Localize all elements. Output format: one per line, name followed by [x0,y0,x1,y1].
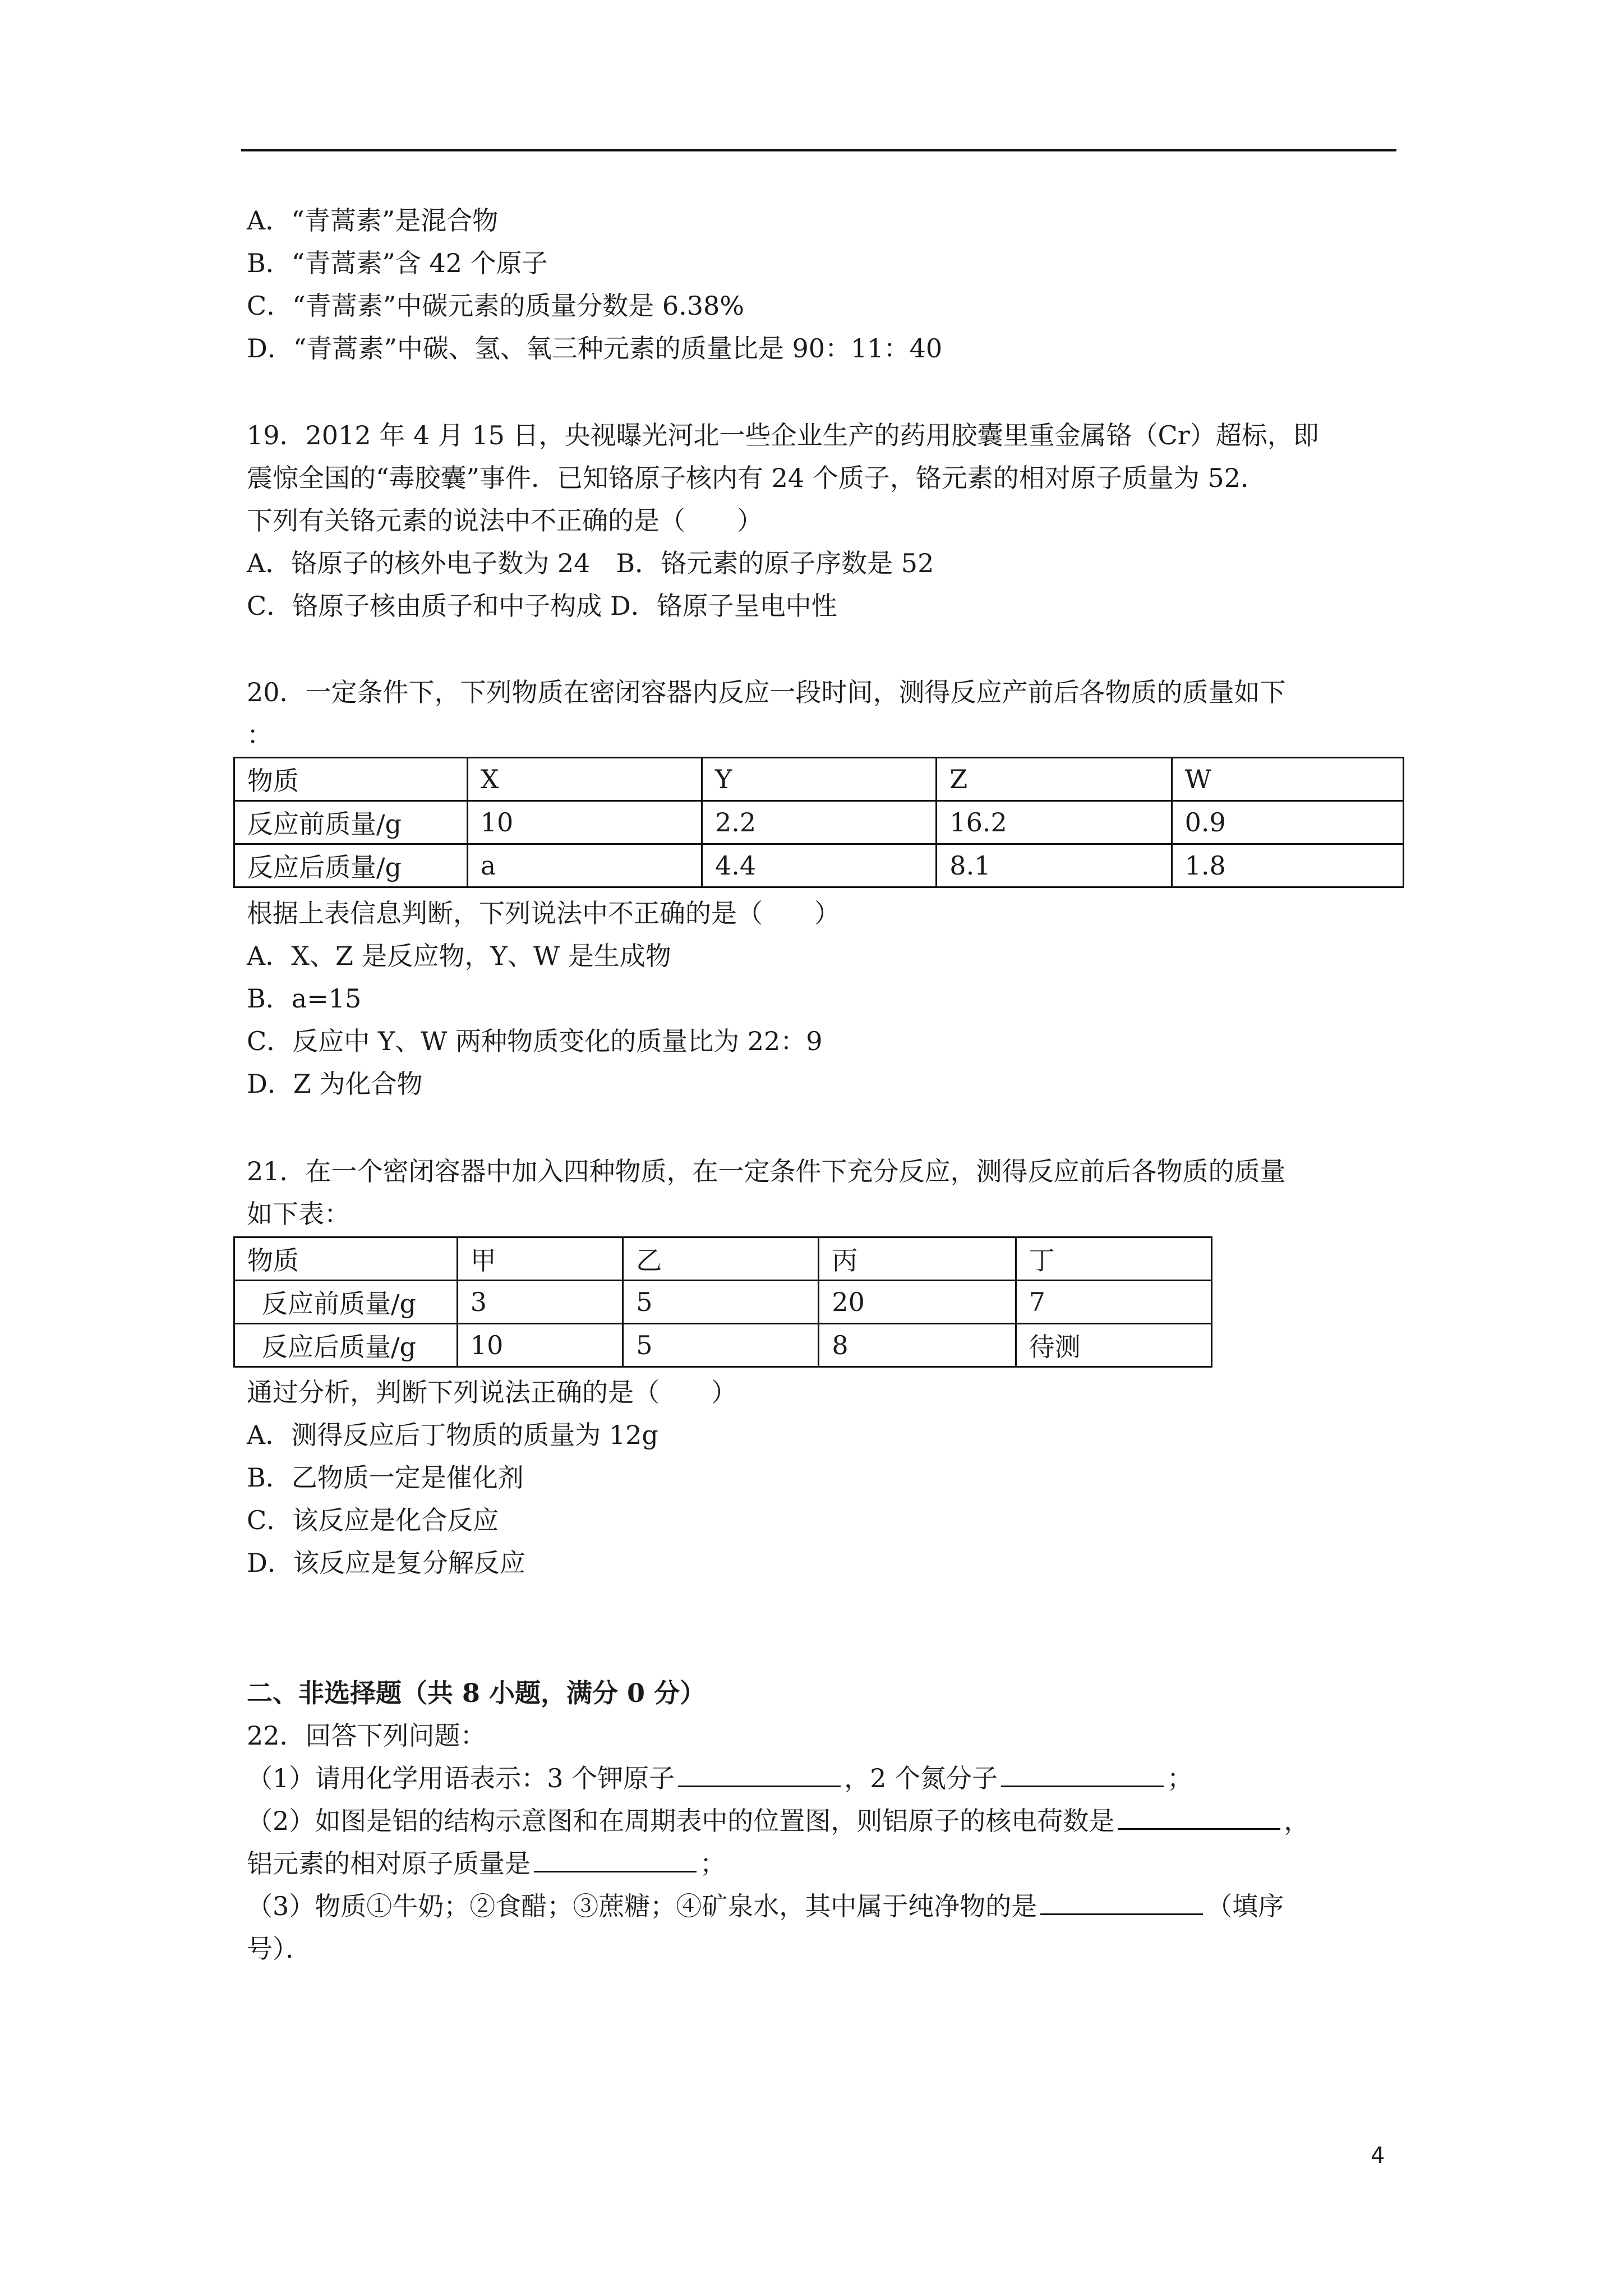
table-cell: 反应后质量/g [234,844,468,887]
q22-part-1-text-b: ，2 个氮分子 [844,1763,998,1793]
q20-table [233,757,1404,888]
q22-part-3-text-b: （填序 [1206,1891,1284,1921]
page-number: 4 [1371,2143,1385,2169]
table-cell: 1.8 [1172,844,1403,887]
table-cell: 8 [819,1324,1016,1367]
q22-part-2 [247,1800,1310,1842]
q22-part-1-end: ； [1167,1763,1193,1793]
table-cell: 7 [1016,1281,1211,1324]
q21-option-d: D．该反应是复分解反应 [247,1548,525,1578]
table-row [234,758,1404,801]
q22-part-2-cont [247,1842,726,1885]
table-row [234,844,1404,887]
table-cell: 反应前质量/g [234,801,468,844]
table-cell: 2.2 [702,801,937,844]
table-cell: 10 [457,1324,623,1367]
table-cell: 8.1 [937,844,1172,887]
table-row [234,1237,1212,1281]
table-cell: W [1172,758,1403,801]
q21-option-b: B．乙物质一定是催化剂 [247,1462,524,1493]
q22-stem: 22．回答下列问题： [247,1720,486,1751]
table-cell: a [467,844,702,887]
q21-table [233,1236,1212,1368]
table-cell: 丙 [819,1237,1016,1281]
table-cell: 5 [623,1281,819,1324]
table-cell: 10 [467,801,702,844]
answer-blank[interactable] [534,1843,697,1872]
table-cell: 5 [623,1324,819,1367]
table-cell: 待测 [1016,1324,1211,1367]
table-cell: 物质 [234,758,468,801]
table-cell: 乙 [623,1237,819,1281]
q19-stem-line-3: 下列有关铬元素的说法中不正确的是（ ） [247,505,763,536]
q22-part-3-cont: 号）． [247,1934,311,1964]
table-cell: 16.2 [937,801,1172,844]
table-cell: 3 [457,1281,623,1324]
table-cell: 反应前质量/g [234,1281,458,1324]
q21-option-c: C．该反应是化合反应 [247,1505,499,1535]
q22-part-2-cont-end: ； [700,1848,726,1879]
q20-option-d: D．Z 为化合物 [247,1069,423,1099]
answer-blank[interactable] [678,1757,841,1787]
table-cell: Y [702,758,937,801]
q19-options-cd: C．铬原子核由质子和中子构成 D．铬原子呈电中性 [247,591,837,621]
q18-option-d: D．“青蒿素”中碳、氢、氧三种元素的质量比是 90：11：40 [247,333,943,364]
table-cell: 物质 [234,1237,458,1281]
q22-part-2-text-c: 铝元素的相对原子质量是 [247,1848,531,1879]
q20-question: 根据上表信息判断，下列说法中不正确的是（ ） [247,898,840,928]
answer-blank[interactable] [1040,1885,1203,1915]
q22-part-2-end: ， [1284,1806,1310,1836]
answer-blank[interactable] [1001,1757,1164,1787]
table-cell: 甲 [457,1237,623,1281]
table-row [234,801,1404,844]
table-cell: 20 [819,1281,1016,1324]
q21-stem-line-1: 21．在一个密闭容器中加入四种物质，在一定条件下充分反应，测得反应前后各物质的质量 [247,1156,1286,1186]
q18-option-a: A．“青蒿素”是混合物 [247,205,499,236]
table-cell: 4.4 [702,844,937,887]
q20-option-a: A．X、Z 是反应物，Y、W 是生成物 [247,941,671,971]
q20-stem-line-1: 20．一定条件下，下列物质在密闭容器内反应一段时间，测得反应产前后各物质的质量如下 [247,677,1286,707]
table-cell: X [467,758,702,801]
section-title: 二、非选择题（共 8 小题，满分 0 分） [247,1678,706,1708]
table-row [234,1281,1212,1324]
q18-option-c: C．“青蒿素”中碳元素的质量分数是 6.38% [247,291,744,321]
q19-stem-line-2: 震惊全国的“毒胶囊”事件．已知铬原子核内有 24 个质子，铬元素的相对原子质量为 52． [247,463,1266,493]
q22-part-3-text-a: （3）物质①牛奶；②食醋；③蔗糖；④矿泉水，其中属于纯净物的是 [247,1891,1038,1921]
table-row [234,1324,1212,1367]
answer-blank[interactable] [1118,1800,1280,1830]
q22-part-1-text-a: （1）请用化学用语表示：3 个钾原子 [247,1763,675,1793]
q22-part-2-text-a: （2）如图是铝的结构示意图和在周期表中的位置图，则铝原子的核电荷数是 [247,1806,1115,1836]
table-cell: 0.9 [1172,801,1403,844]
q20-option-b: B．a=15 [247,983,362,1014]
table-cell: Z [937,758,1172,801]
q22-part-3 [247,1885,1284,1927]
q22-part-1 [247,1757,1193,1800]
q21-option-a: A．测得反应后丁物质的质量为 12g [247,1420,658,1450]
q20-option-c: C．反应中 Y、W 两种物质变化的质量比为 22：9 [247,1026,823,1056]
header-rule [241,149,1396,151]
table-cell: 丁 [1016,1237,1211,1281]
table-cell: 反应后质量/g [234,1324,458,1367]
q21-question: 通过分析，判断下列说法正确的是（ ） [247,1377,737,1407]
q19-options-ab: A．铬原子的核外电子数为 24 B．铬元素的原子序数是 52 [247,548,934,578]
q18-option-b: B．“青蒿素”含 42 个原子 [247,248,548,278]
q21-stem-line-2: 如下表： [247,1199,350,1229]
q20-stem-line-2: ： [247,720,273,750]
q19-stem-line-1: 19．2012 年 4 月 15 日，央视曝光河北一些企业生产的药用胶囊里重金属铬（Cr）超标，即 [247,420,1319,450]
